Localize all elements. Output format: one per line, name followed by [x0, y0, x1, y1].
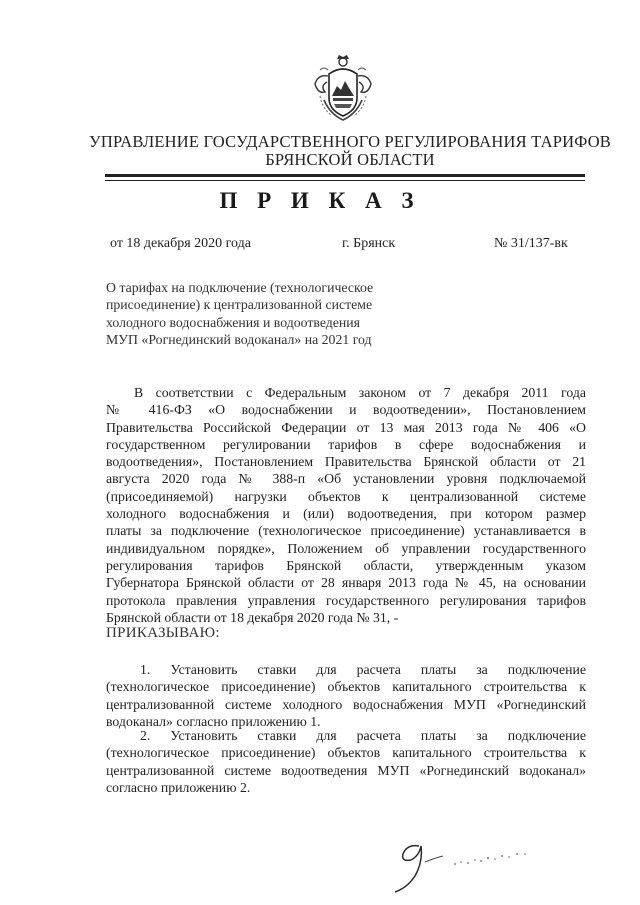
preamble-line: водоотведения», Постановлением Правительства Брянской области от 21: [106, 454, 586, 470]
header-divider-thin: [105, 180, 585, 181]
subject-line: холодного водоснабжения и водоотведения: [106, 314, 361, 330]
item-line: водоканал» согласно приложению 1.: [106, 713, 321, 729]
signature-icon: [385, 832, 535, 894]
preamble-line: Брянской области от 18 декабря 2020 года № 31, -: [106, 609, 399, 625]
preamble-line: (присоединяемой) нагрузки объектов к централизованной системе: [106, 488, 586, 504]
preamble-line: Губернатора Брянской области от 28 января 2013 года № 45, на основании: [106, 575, 586, 591]
order-heading: ПРИКАЗЫВАЮ:: [106, 625, 220, 641]
preamble-line: протокола правления управления государственного регулирования тарифов: [106, 592, 586, 608]
item-line: 2. Установить ставки для расчета платы за подключение: [140, 728, 586, 743]
coat-of-arms-icon: [310, 50, 376, 124]
document-title: П Р И К А З: [219, 188, 421, 213]
preamble-line: холодного водоснабжения и (или) водоотведения, при котором размер: [106, 506, 586, 522]
subject-line: МУП «Рогнединский водоканал» на 2021 год: [106, 331, 372, 347]
preamble-line: платы за подключение (технологическое присоединение) устанавливается в: [106, 523, 586, 539]
preamble-line: регулирования тарифов Брянской области, утвержденным указом: [106, 557, 586, 573]
preamble-line: августа 2020 года № 388-п «Об установлении уровня подключаемой: [106, 471, 586, 487]
subject-line: присоединение) к централизованной системе: [106, 297, 373, 313]
org-name-line2: БРЯНСКОЙ ОБЛАСТИ: [265, 150, 435, 169]
order-item-2: [106, 727, 586, 796]
item-line: централизованной системе водоотведения МУП «Рогнединский водоканал»: [106, 762, 586, 778]
document-date: от 18 декабря 2020 года: [110, 236, 251, 251]
preamble-line: № 416-ФЗ «О водоснабжении и водоотведении», Постановлением: [106, 402, 586, 418]
item-line: централизованной системе холодного водоснабжения МУП «Рогнединский: [106, 696, 586, 712]
item-line: согласно приложению 2.: [106, 779, 251, 795]
item-line: (технологическое присоединение) объектов капитального строительства к: [106, 679, 586, 695]
document-city: г. Брянск: [342, 236, 396, 251]
preamble-line: государственном регулировании тарифов в сфере водоснабжения и: [106, 436, 586, 452]
document-number: № 31/137-вк: [494, 236, 568, 251]
document-subject: [106, 279, 406, 348]
order-item-1: [106, 661, 586, 730]
subject-line: О тарифах на подключение (технологическое: [106, 280, 374, 295]
preamble-paragraph: [106, 384, 586, 626]
item-line: (технологическое присоединение) объектов капитального строительства к: [106, 745, 586, 761]
preamble-line: Правительства Российской Федерации от 13 мая 2013 года № 406 «О: [106, 419, 586, 435]
org-name-line1: УПРАВЛЕНИЕ ГОСУДАРСТВЕННОГО РЕГУЛИРОВАНИЯ ТАРИФОВ: [88, 132, 612, 151]
preamble-line: индивидуальном порядке», Положением об управлении государственного: [106, 540, 586, 556]
item-line: 1. Установить ставки для расчета платы за подключение: [140, 662, 586, 677]
preamble-line: В соответствии с Федеральным законом от 7 декабря 2011 года: [134, 385, 586, 400]
header-divider-thick: [105, 174, 585, 177]
